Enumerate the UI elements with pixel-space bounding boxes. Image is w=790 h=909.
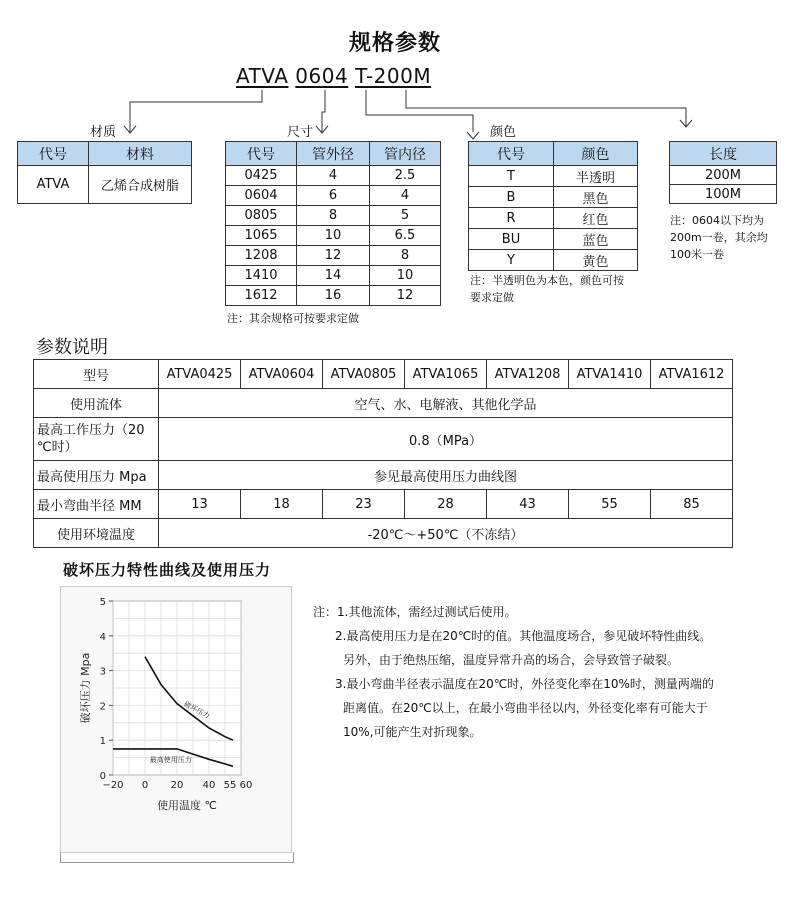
note-line: 3.最小弯曲半径表示温度在20℃时，外径变化率在10%时，测量两端的 bbox=[335, 677, 714, 691]
size-cell: 1612 bbox=[226, 286, 297, 306]
model-code-color: T bbox=[355, 64, 366, 88]
note-line: 注：1.其他流体，需经过测试后使用。 bbox=[313, 605, 517, 619]
params-bend-cell: 18 bbox=[241, 490, 323, 519]
params-max-use-label: 最高使用压力 Mpa bbox=[34, 461, 159, 490]
table-row bbox=[226, 226, 441, 246]
params-model-cell: ATVA1612 bbox=[651, 360, 733, 389]
color-note-line: 要求定做 bbox=[470, 291, 514, 304]
chart-bottom-frame bbox=[60, 852, 294, 863]
params-model-cell: ATVA0604 bbox=[241, 360, 323, 389]
params-bend-cell: 85 bbox=[651, 490, 733, 519]
model-code-size: 0604 bbox=[295, 64, 349, 88]
material-header-code: 代号 bbox=[18, 142, 89, 166]
params-max-work-value: 0.8（MPa） bbox=[159, 418, 733, 461]
color-note-line: 注：半透明色为本色，颜色可按 bbox=[470, 274, 624, 287]
color-cell: T bbox=[469, 166, 554, 187]
x-tick-label: 55 bbox=[223, 780, 237, 791]
length-note-line: 200m一卷，其余均 bbox=[670, 231, 768, 244]
length-cell: 100M bbox=[670, 185, 777, 204]
note-line: 10%,可能产生对折现象。 bbox=[343, 725, 482, 739]
length-table bbox=[669, 141, 777, 204]
page-title: 规格参数 bbox=[348, 31, 441, 56]
size-cell: 0425 bbox=[226, 166, 297, 186]
pressure-chart bbox=[61, 587, 291, 852]
size-cell: 6 bbox=[297, 186, 370, 206]
size-cell: 4 bbox=[370, 186, 441, 206]
x-tick-label: 60 bbox=[239, 780, 253, 791]
y-tick-label: 0 bbox=[99, 771, 106, 782]
params-bend-cell: 13 bbox=[159, 490, 241, 519]
params-bend-cell: 28 bbox=[405, 490, 487, 519]
table-row bbox=[34, 490, 733, 519]
length-note-line: 100米一卷 bbox=[670, 248, 724, 261]
connector-lines bbox=[0, 0, 790, 140]
size-cell: 14 bbox=[297, 266, 370, 286]
model-code-length: -200M bbox=[365, 64, 432, 88]
length-note-line: 注：0604以下均为 bbox=[670, 214, 764, 227]
table-row bbox=[469, 208, 638, 229]
color-cell: BU bbox=[469, 229, 554, 250]
x-tick-label: 0 bbox=[141, 780, 149, 791]
table-row bbox=[226, 266, 441, 286]
series-label-burst: 破坏压力 bbox=[182, 700, 211, 721]
table-row bbox=[34, 418, 733, 461]
x-tick-label: −20 bbox=[102, 780, 124, 791]
size-cell: 5 bbox=[370, 206, 441, 226]
size-cell: 12 bbox=[370, 286, 441, 306]
params-fluid-label: 使用流体 bbox=[34, 389, 159, 418]
material-cell: ATVA bbox=[18, 166, 89, 204]
y-tick-label: 5 bbox=[99, 597, 106, 608]
params-model-cell: ATVA1065 bbox=[405, 360, 487, 389]
size-cell: 16 bbox=[297, 286, 370, 306]
size-note: 注：其余规格可按要求定做 bbox=[227, 312, 359, 325]
size-cell: 1410 bbox=[226, 266, 297, 286]
table-row bbox=[226, 286, 441, 306]
table-row bbox=[34, 360, 733, 389]
table-row bbox=[34, 389, 733, 418]
table-row bbox=[469, 250, 638, 271]
chart-container bbox=[60, 586, 292, 853]
color-cell: B bbox=[469, 187, 554, 208]
size-header-od: 管外径 bbox=[297, 142, 370, 166]
color-cell: R bbox=[469, 208, 554, 229]
params-model-cell: ATVA0805 bbox=[323, 360, 405, 389]
params-model-cell: ATVA0425 bbox=[159, 360, 241, 389]
x-tick-label: 40 bbox=[202, 780, 216, 791]
y-tick-label: 2 bbox=[99, 701, 106, 713]
x-tick-label: 20 bbox=[170, 780, 184, 791]
params-bend-cell: 43 bbox=[487, 490, 569, 519]
length-header: 长度 bbox=[670, 142, 777, 166]
color-cell: 黄色 bbox=[554, 250, 638, 271]
material-table bbox=[17, 141, 192, 204]
params-bend-cell: 23 bbox=[323, 490, 405, 519]
label-color: 颜色 bbox=[490, 125, 517, 140]
size-cell: 8 bbox=[297, 206, 370, 226]
color-header-code: 代号 bbox=[469, 142, 554, 166]
size-cell: 8 bbox=[370, 246, 441, 266]
table-row bbox=[469, 166, 638, 187]
note-line: 距离值。在20℃以上，在最小弯曲半径以内，外径变化率有可能大于 bbox=[343, 701, 708, 715]
params-table bbox=[33, 359, 733, 548]
size-cell: 6.5 bbox=[370, 226, 441, 246]
params-max-work-label-line: 最高工作压力（20 bbox=[37, 423, 145, 438]
params-max-work-label-line: ℃时） bbox=[37, 440, 78, 455]
color-cell: 蓝色 bbox=[554, 229, 638, 250]
params-temp-label: 使用环境温度 bbox=[34, 519, 159, 548]
size-cell: 1208 bbox=[226, 246, 297, 266]
color-cell: 红色 bbox=[554, 208, 638, 229]
params-max-use-value: 参见最高使用压力曲线图 bbox=[159, 461, 733, 490]
params-section-title: 参数说明 bbox=[36, 337, 108, 358]
params-model-cell: ATVA1208 bbox=[487, 360, 569, 389]
model-code-material: ATVA bbox=[236, 64, 289, 88]
table-row bbox=[469, 187, 638, 208]
x-axis-label: 使用温度 ℃ bbox=[157, 799, 217, 812]
params-model-cell: ATVA1410 bbox=[569, 360, 651, 389]
table-row bbox=[34, 461, 733, 490]
table-row bbox=[226, 246, 441, 266]
table-row bbox=[670, 166, 777, 185]
note-line: 另外，由于绝热压缩，温度异常升高的场合，会导致管子破裂。 bbox=[343, 653, 680, 667]
color-cell: 半透明 bbox=[554, 166, 638, 187]
table-row bbox=[226, 166, 441, 186]
length-cell: 200M bbox=[670, 166, 777, 185]
params-bend-label: 最小弯曲半径 MM bbox=[34, 490, 159, 519]
size-cell: 10 bbox=[370, 266, 441, 286]
series-label-use: 最高使用压力 bbox=[149, 756, 192, 765]
size-cell: 0604 bbox=[226, 186, 297, 206]
size-cell: 1065 bbox=[226, 226, 297, 246]
color-cell: Y bbox=[469, 250, 554, 271]
y-tick-label: 4 bbox=[99, 631, 106, 643]
color-table bbox=[468, 141, 638, 271]
params-model-label: 型号 bbox=[34, 360, 159, 389]
y-tick-label: 1 bbox=[99, 736, 106, 748]
size-cell: 0805 bbox=[226, 206, 297, 226]
table-row bbox=[226, 206, 441, 226]
note-line: 2.最高使用压力是在20℃时的值。其他温度场合，参见破坏特性曲线。 bbox=[335, 629, 712, 643]
length-note bbox=[670, 212, 768, 263]
table-row bbox=[226, 186, 441, 206]
table-row bbox=[34, 519, 733, 548]
material-cell: 乙烯合成树脂 bbox=[89, 166, 192, 204]
label-material: 材质 bbox=[90, 125, 117, 140]
table-row bbox=[670, 185, 777, 204]
material-header-material: 材料 bbox=[89, 142, 192, 166]
color-header-color: 颜色 bbox=[554, 142, 638, 166]
label-size: 尺寸 bbox=[287, 125, 314, 140]
params-temp-value: -20℃～+50℃（不冻结） bbox=[159, 519, 733, 548]
color-note bbox=[470, 272, 624, 306]
params-fluid-value: 空气、水、电解液、其他化学品 bbox=[159, 389, 733, 418]
params-max-work-label bbox=[34, 418, 159, 461]
size-header-code: 代号 bbox=[226, 142, 297, 166]
table-row bbox=[469, 229, 638, 250]
color-cell: 黑色 bbox=[554, 187, 638, 208]
y-tick-label: 3 bbox=[99, 666, 106, 678]
notes-block bbox=[313, 600, 714, 744]
table-row bbox=[18, 166, 192, 204]
size-cell: 10 bbox=[297, 226, 370, 246]
params-bend-cell: 55 bbox=[569, 490, 651, 519]
size-cell: 12 bbox=[297, 246, 370, 266]
y-axis-label: 破坏压力 Mpa bbox=[79, 652, 92, 724]
chart-title: 破坏压力特性曲线及使用压力 bbox=[63, 561, 272, 579]
size-header-id: 管内径 bbox=[370, 142, 441, 166]
size-table bbox=[225, 141, 441, 306]
size-cell: 2.5 bbox=[370, 166, 441, 186]
size-cell: 4 bbox=[297, 166, 370, 186]
